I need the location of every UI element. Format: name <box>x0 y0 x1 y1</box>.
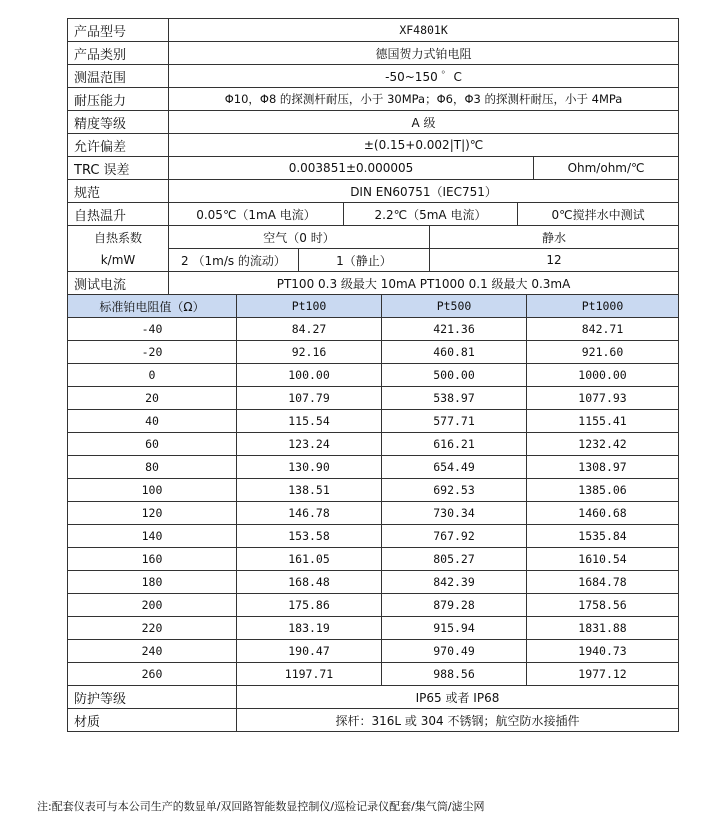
table-row <box>68 594 679 617</box>
row-current <box>68 272 679 295</box>
pressure-value: Φ10，Φ8 的探测杆耐压，小于 30MPa；Φ6，Φ3 的探测杆耐压，小于 4MPa <box>169 88 679 111</box>
selfheat-coef-label-2: k/mW <box>68 249 169 272</box>
temperature-cell: 160 <box>68 548 237 571</box>
resistance-cell: 730.34 <box>382 502 527 525</box>
temperature-cell: 40 <box>68 410 237 433</box>
resistance-header-row <box>68 295 679 318</box>
resistance-cell: 767.92 <box>382 525 527 548</box>
trc-label: TRC 误差 <box>68 157 169 180</box>
resistance-cell: 500.00 <box>382 364 527 387</box>
row-material <box>68 709 679 732</box>
table-row <box>68 502 679 525</box>
table-row <box>68 433 679 456</box>
resistance-cell: 1831.88 <box>527 617 679 640</box>
resistance-cell: 168.48 <box>237 571 382 594</box>
protection-value: IP65 或者 IP68 <box>237 686 679 709</box>
resistance-cell: 460.81 <box>382 341 527 364</box>
row-standard <box>68 180 679 203</box>
row-selfheat-coef-bottom <box>68 249 679 272</box>
resistance-cell: 692.53 <box>382 479 527 502</box>
tolerance-value: ±(0.15+0.002|T|)℃ <box>169 134 679 157</box>
protection-label: 防护等级 <box>68 686 237 709</box>
header-cell-temp: 标准铂电阻值（Ω） <box>68 295 237 318</box>
table-row <box>68 410 679 433</box>
table-row <box>68 341 679 364</box>
trc-value: 0.003851±0.000005 <box>169 157 534 180</box>
resistance-cell: 1684.78 <box>527 571 679 594</box>
resistance-cell: 616.21 <box>382 433 527 456</box>
resistance-cell: 138.51 <box>237 479 382 502</box>
resistance-cell: 115.54 <box>237 410 382 433</box>
temperature-cell: 260 <box>68 663 237 686</box>
spec-sheet <box>67 18 678 732</box>
resistance-cell: 183.19 <box>237 617 382 640</box>
row-category <box>68 42 679 65</box>
resistance-cell: 161.05 <box>237 548 382 571</box>
row-accuracy <box>68 111 679 134</box>
temperature-cell: 220 <box>68 617 237 640</box>
resistance-cell: 1155.41 <box>527 410 679 433</box>
standard-value: DIN EN60751（IEC751） <box>169 180 679 203</box>
still-water-value: 12 <box>430 249 679 272</box>
resistance-cell: 538.97 <box>382 387 527 410</box>
still-water-label: 静水 <box>430 226 679 249</box>
resistance-cell: 1197.71 <box>237 663 382 686</box>
air-label: 空气（0 时） <box>169 226 430 249</box>
pressure-label: 耐压能力 <box>68 88 169 111</box>
resistance-cell: 1758.56 <box>527 594 679 617</box>
current-label: 测试电流 <box>68 272 169 295</box>
table-row <box>68 663 679 686</box>
accuracy-value: A 级 <box>169 111 679 134</box>
resistance-cell: 84.27 <box>237 318 382 341</box>
table-row <box>68 548 679 571</box>
resistance-cell: 970.49 <box>382 640 527 663</box>
temperature-cell: 80 <box>68 456 237 479</box>
resistance-cell: 988.56 <box>382 663 527 686</box>
row-pressure <box>68 88 679 111</box>
resistance-cell: 130.90 <box>237 456 382 479</box>
table-row <box>68 479 679 502</box>
selfheat-rise-5mA: 2.2℃（5mA 电流） <box>344 203 518 226</box>
resistance-cell: 190.47 <box>237 640 382 663</box>
resistance-cell: 1460.68 <box>527 502 679 525</box>
header-cell-pt1000: Pt1000 <box>527 295 679 318</box>
temperature-cell: -40 <box>68 318 237 341</box>
resistance-table <box>67 294 679 732</box>
trc-unit: Ohm/ohm/℃ <box>534 157 679 180</box>
temperature-cell: 200 <box>68 594 237 617</box>
row-tolerance <box>68 134 679 157</box>
spec-table <box>67 18 679 295</box>
resistance-cell: 654.49 <box>382 456 527 479</box>
resistance-cell: 146.78 <box>237 502 382 525</box>
temperature-cell: 180 <box>68 571 237 594</box>
temperature-cell: 240 <box>68 640 237 663</box>
header-cell-pt500: Pt500 <box>382 295 527 318</box>
table-row <box>68 617 679 640</box>
resistance-cell: 1077.93 <box>527 387 679 410</box>
row-model <box>68 19 679 42</box>
resistance-cell: 921.60 <box>527 341 679 364</box>
table-row <box>68 640 679 663</box>
row-range <box>68 65 679 88</box>
resistance-cell: 1940.73 <box>527 640 679 663</box>
resistance-cell: 1000.00 <box>527 364 679 387</box>
current-value: PT100 0.3 级最大 10mA PT1000 0.1 级最大 0.3mA <box>169 272 679 295</box>
model-value: XF4801K <box>169 19 679 42</box>
selfheat-rise-label: 自热温升 <box>68 203 169 226</box>
table-row <box>68 571 679 594</box>
temperature-cell: 100 <box>68 479 237 502</box>
resistance-cell: 100.00 <box>237 364 382 387</box>
standard-label: 规范 <box>68 180 169 203</box>
selfheat-coef-label-1: 自热系数 <box>68 226 169 249</box>
resistance-cell: 879.28 <box>382 594 527 617</box>
temperature-cell: 60 <box>68 433 237 456</box>
temperature-cell: 20 <box>68 387 237 410</box>
table-row <box>68 525 679 548</box>
temperature-cell: 120 <box>68 502 237 525</box>
range-value: -50~150 ゜C <box>169 65 679 88</box>
resistance-cell: 153.58 <box>237 525 382 548</box>
row-protection <box>68 686 679 709</box>
table-row <box>68 318 679 341</box>
resistance-cell: 915.94 <box>382 617 527 640</box>
accuracy-label: 精度等级 <box>68 111 169 134</box>
resistance-cell: 1385.06 <box>527 479 679 502</box>
table-row <box>68 456 679 479</box>
resistance-cell: 842.71 <box>527 318 679 341</box>
temperature-cell: 0 <box>68 364 237 387</box>
selfheat-rise-1mA: 0.05℃（1mA 电流） <box>169 203 344 226</box>
category-label: 产品类别 <box>68 42 169 65</box>
resistance-cell: 1977.12 <box>527 663 679 686</box>
range-label: 测温范围 <box>68 65 169 88</box>
air-still-value: 1（静止） <box>299 249 430 272</box>
temperature-cell: 140 <box>68 525 237 548</box>
footnote: 注:配套仪表可与本公司生产的数显单/双回路智能数显控制仪/巡检记录仪配套/集气筒/滤尘网 <box>37 800 485 813</box>
table-row <box>68 387 679 410</box>
material-value: 探杆：316L 或 304 不锈钢；航空防水接插件 <box>237 709 679 732</box>
resistance-cell: 805.27 <box>382 548 527 571</box>
temperature-cell: -20 <box>68 341 237 364</box>
row-selfheat-rise <box>68 203 679 226</box>
row-trc <box>68 157 679 180</box>
resistance-cell: 107.79 <box>237 387 382 410</box>
model-label: 产品型号 <box>68 19 169 42</box>
resistance-cell: 421.36 <box>382 318 527 341</box>
resistance-cell: 1610.54 <box>527 548 679 571</box>
selfheat-rise-water: 0℃搅拌水中测试 <box>518 203 679 226</box>
resistance-cell: 92.16 <box>237 341 382 364</box>
resistance-cell: 1232.42 <box>527 433 679 456</box>
resistance-cell: 1535.84 <box>527 525 679 548</box>
tolerance-label: 允许偏差 <box>68 134 169 157</box>
resistance-cell: 175.86 <box>237 594 382 617</box>
table-row <box>68 364 679 387</box>
resistance-cell: 577.71 <box>382 410 527 433</box>
material-label: 材质 <box>68 709 237 732</box>
row-selfheat-coef-top <box>68 226 679 249</box>
resistance-cell: 123.24 <box>237 433 382 456</box>
resistance-cell: 842.39 <box>382 571 527 594</box>
resistance-cell: 1308.97 <box>527 456 679 479</box>
category-value: 德国贺力式铂电阻 <box>169 42 679 65</box>
air-flow-value: 2 （1m/s 的流动） <box>169 249 299 272</box>
header-cell-pt100: Pt100 <box>237 295 382 318</box>
